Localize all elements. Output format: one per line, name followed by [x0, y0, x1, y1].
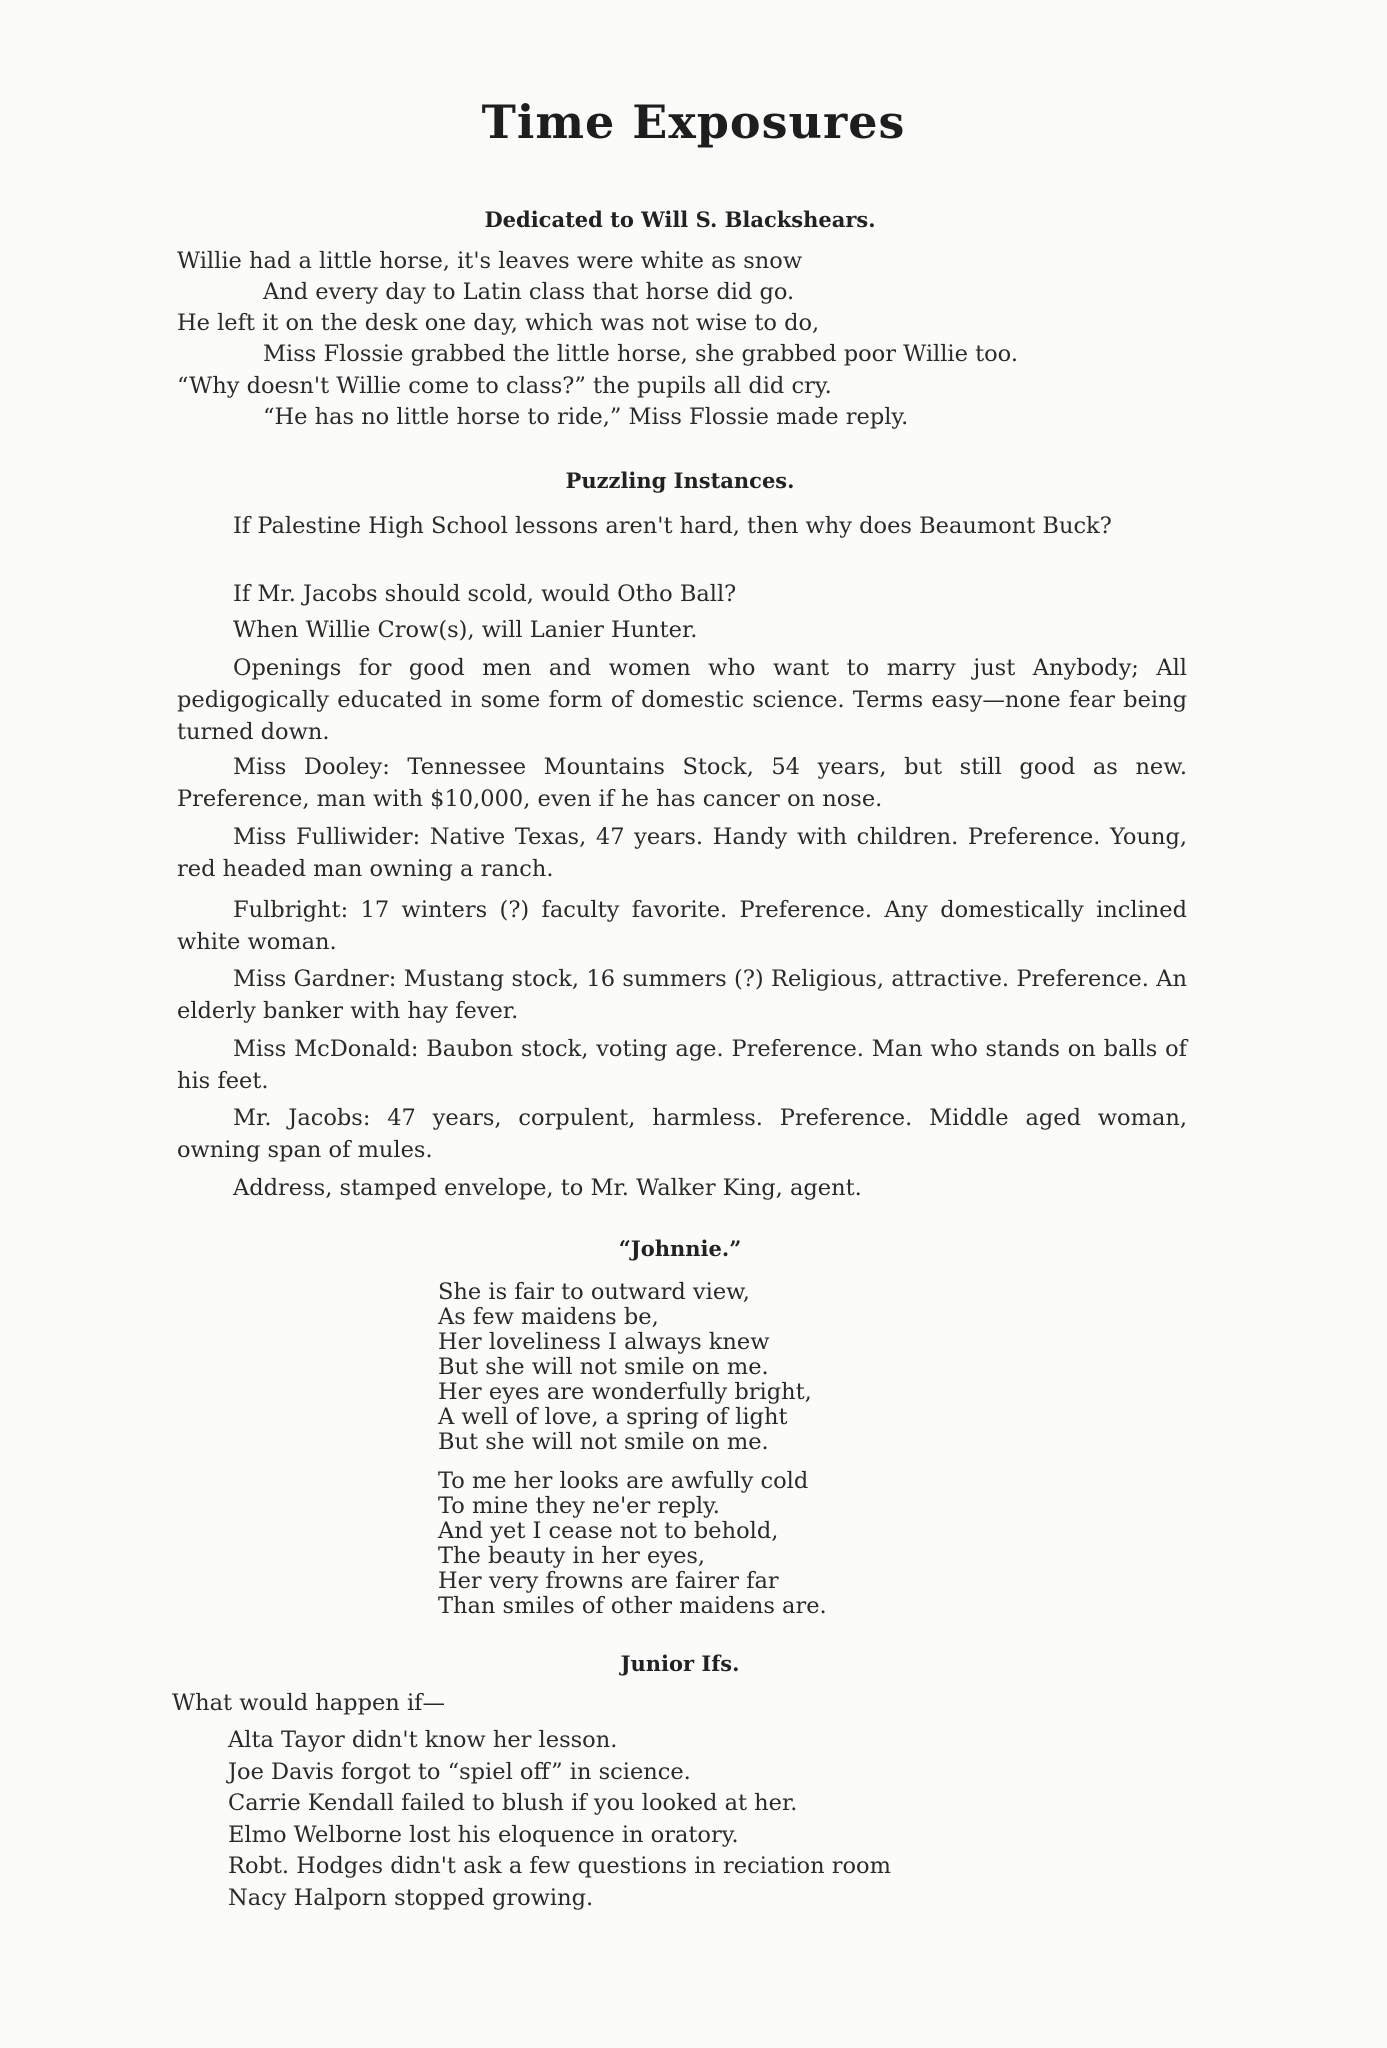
paragraph: Miss Fulliwider: Native Texas, 47 years. Handy with children. Preference. Young, red headed man owning a ranch.: [177, 824, 1187, 882]
list-item: Alta Tayor didn't know her lesson.: [228, 1727, 618, 1753]
johnnie-stanza-2: [438, 1469, 827, 1619]
poem-line: Her eyes are wonderfully bright,: [438, 1379, 812, 1405]
list-item: Robt. Hodges didn't ask a few questions in reciation room: [228, 1853, 891, 1879]
paragraph: When Willie Crow(s), will Lanier Hunter.: [233, 617, 698, 643]
paragraph: Mr. Jacobs: 47 years, corpulent, harmless. Preference. Middle aged woman, owning span of mules.: [177, 1105, 1187, 1163]
poem-line: But she will not smile on me.: [438, 1354, 769, 1380]
list-item: Joe Davis forgot to “spiel off” in science.: [228, 1758, 691, 1785]
poem-line: To me her looks are awfully cold: [438, 1468, 809, 1494]
poem-line: Miss Flossie grabbed the little horse, she grabbed poor Willie too.: [263, 341, 1018, 367]
puzzling-heading: Puzzling Instances.: [565, 468, 795, 493]
paragraph: Openings for good men and women who want to marry just Anybody; All pedigogically educated in some form of domestic science. Terms easy—none fear being turned down.: [177, 655, 1187, 745]
page-title: Time Exposures: [481, 95, 906, 149]
paragraph: If Mr. Jacobs should scold, would Otho Ball?: [233, 581, 737, 607]
poem-line: Willie had a little horse, it's leaves were white as snow: [177, 248, 803, 274]
paragraph: Miss Gardner: Mustang stock, 16 summers (?) Religious, attractive. Preference. An elderly banker with hay fever.: [177, 966, 1187, 1024]
poem-line: As few maidens be,: [438, 1304, 659, 1330]
poem-line: He left it on the desk one day, which was not wise to do,: [177, 310, 820, 336]
poem-line: “Why doesn't Willie come to class?” the pupils all did cry.: [177, 373, 832, 399]
paragraph: Miss McDonald: Baubon stock, voting age. Preference. Man who stands on balls of his feet.: [177, 1036, 1187, 1094]
poem-line: To mine they ne'er reply.: [438, 1493, 720, 1519]
paragraph: Fulbright: 17 winters (?) faculty favorite. Preference. Any domestically inclined white woman.: [177, 897, 1187, 955]
johnnie-stanza-1: [438, 1280, 812, 1455]
poem-line: And yet I cease not to behold,: [438, 1518, 779, 1544]
poem-line: She is fair to outward view,: [438, 1279, 750, 1305]
johnnie-heading: “Johnnie.”: [618, 1236, 742, 1261]
list-item: Elmo Welborne lost his eloquence in oratory.: [228, 1821, 739, 1848]
paragraph: Address, stamped envelope, to Mr. Walker King, agent.: [233, 1175, 862, 1201]
junior-ifs-list: [228, 1725, 891, 1914]
poem-line: The beauty in her eyes,: [438, 1543, 706, 1569]
poem-line: And every day to Latin class that horse did go.: [263, 279, 795, 305]
dedication-heading: Dedicated to Will S. Blackshears.: [484, 207, 876, 232]
junior-ifs-heading: Junior Ifs.: [620, 1651, 740, 1676]
poem-line: A well of love, a spring of light: [438, 1404, 788, 1430]
list-item: Carrie Kendall failed to blush if you looked at her.: [228, 1790, 798, 1816]
paragraph: Miss Dooley: Tennessee Mountains Stock, 54 years, but still good as new. Preference, man with $10,000, even if he has cancer on nose.: [177, 754, 1187, 812]
poem-line: Her very frowns are fairer far: [438, 1568, 779, 1594]
junior-ifs-intro: What would happen if—: [172, 1690, 445, 1716]
poem-line: But she will not smile on me.: [438, 1429, 769, 1455]
poem-line: Than smiles of other maidens are.: [438, 1593, 827, 1619]
poem-line: Her loveliness I always knew: [438, 1329, 770, 1355]
paragraph: If Palestine High School lessons aren't hard, then why does Beaumont Buck?: [233, 513, 1112, 539]
list-item: Nacy Halporn stopped growing.: [228, 1884, 594, 1911]
poem-line: “He has no little horse to ride,” Miss Flossie made reply.: [263, 404, 909, 430]
